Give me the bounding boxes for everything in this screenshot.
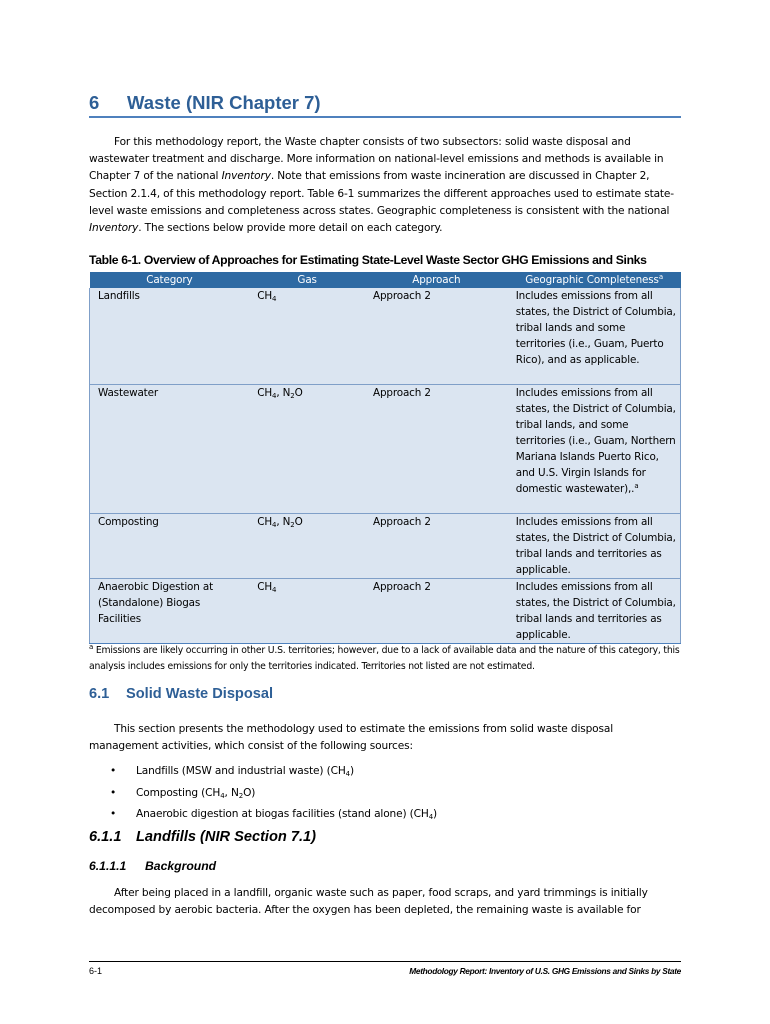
section-6-1-1-1-title: 6.1.1.1 Background — [89, 859, 217, 873]
chapter-title — [89, 92, 681, 118]
inventory-italic: Inventory — [89, 222, 139, 235]
cell-completeness: Includes emissions from all states, the District of Columbia, tribal lands and territories as applicable. — [508, 579, 681, 644]
header-category: Category — [90, 272, 250, 288]
list-item: • Anaerobic digestion at biogas facilities (stand alone) $(CH_4)$ — [110, 808, 438, 821]
header-approach: Approach — [365, 272, 508, 288]
table-header-row — [90, 272, 681, 288]
table-row — [90, 514, 681, 579]
table-footnote: $^a$ Emissions are likely occurring in other U.S. territories; however, due to a lack of available data and the nature of this category, this analysis includes emissions for only the territories indicated. Territories not listed are not estimated. — [89, 643, 680, 672]
cell-approach: Approach 2 — [365, 288, 508, 385]
table-row — [90, 385, 681, 514]
header-completeness: Geographic Completeness$^a$ — [508, 272, 681, 288]
footer-divider — [89, 961, 681, 962]
section-6-1-1-title: 6.1.1 Landfills (NIR Section 7.1) — [89, 829, 317, 845]
cell-completeness: Includes emissions from all states, the District of Columbia, tribal lands, and some territories (i.e., Guam, Northern Mariana Islands Puerto Rico, and U.S. Virgin Islands for domestic wastewater),.$^a$ — [508, 385, 681, 514]
page-number: 6-1 — [89, 966, 103, 976]
cell-gas: $CH_4$ — [249, 288, 365, 385]
cell-approach: Approach 2 — [365, 385, 508, 514]
section-6-1-title: 6.1 Solid Waste Disposal — [89, 686, 274, 702]
footer-title: Methodology Report: Inventory of U.S. GHG Emissions and Sinks by State — [409, 966, 681, 976]
chapter-title-text: Waste (NIR Chapter 7) — [127, 92, 321, 113]
cell-gas: $CH_4$ — [249, 579, 365, 644]
table-row — [90, 579, 681, 644]
table-title: Table 6-1. Overview of Approaches for Estimating State-Level Waste Sector GHG Emissions and Sinks — [89, 253, 647, 267]
section-6-1-1-1-paragraph: After being placed in a landfill, organic waste such as paper, food scraps, and yard trimmings is initially decomposed by aerobic bacteria. After the oxygen has been depleted, the remaining waste is available for — [89, 887, 648, 917]
cell-completeness: Includes emissions from all states, the District of Columbia, tribal lands and some territories (i.e., Guam, Puerto Rico), and as applicable. — [508, 288, 681, 385]
cell-approach: Approach 2 — [365, 579, 508, 644]
cell-category: Composting — [90, 514, 250, 579]
cell-category: Anaerobic Digestion at (Standalone) Biogas Facilities — [90, 579, 250, 644]
list-item: • Composting ($CH_4$, $N_2O$) — [110, 786, 256, 800]
table-row — [90, 288, 681, 385]
header-gas: Gas — [249, 272, 365, 288]
cell-category: Wastewater — [90, 385, 250, 514]
cell-approach: Approach 2 — [365, 514, 508, 579]
inventory-italic: Inventory — [221, 170, 271, 183]
section-6-1-paragraph: This section presents the methodology used to estimate the emissions from solid waste disposal management activities, which consist of the following sources: — [89, 723, 614, 753]
cell-gas: $CH_4$, $N_2O$ — [249, 385, 365, 514]
cell-category: Landfills — [90, 288, 250, 385]
intro-paragraph: For this methodology report, the Waste chapter consists of two subsectors: solid waste disposal and wastewater treatment and discharge. More information on national-level emissions and methods is available in Chapter 7 of the national Inventory. Note that emissions from waste incineration are discussed in Chapter 2, Section 2.1.4, of this methodology report. Table 6-1 summarizes the different approaches used to estimate state- level waste emissions and completeness across states. Geographic completeness is consistent with the national Inventory. The sections below provide more detail on each category. — [89, 136, 674, 235]
overview-table — [89, 272, 681, 644]
list-item: • Landfills (MSW and industrial waste) $(CH_4)$ — [110, 765, 354, 778]
source-list — [110, 763, 670, 828]
cell-completeness: Includes emissions from all states, the District of Columbia, tribal lands and territories as applicable. — [508, 514, 681, 579]
cell-gas: $CH_4$, $N_2O$ — [249, 514, 365, 579]
chapter-number: 6 — [89, 92, 100, 113]
